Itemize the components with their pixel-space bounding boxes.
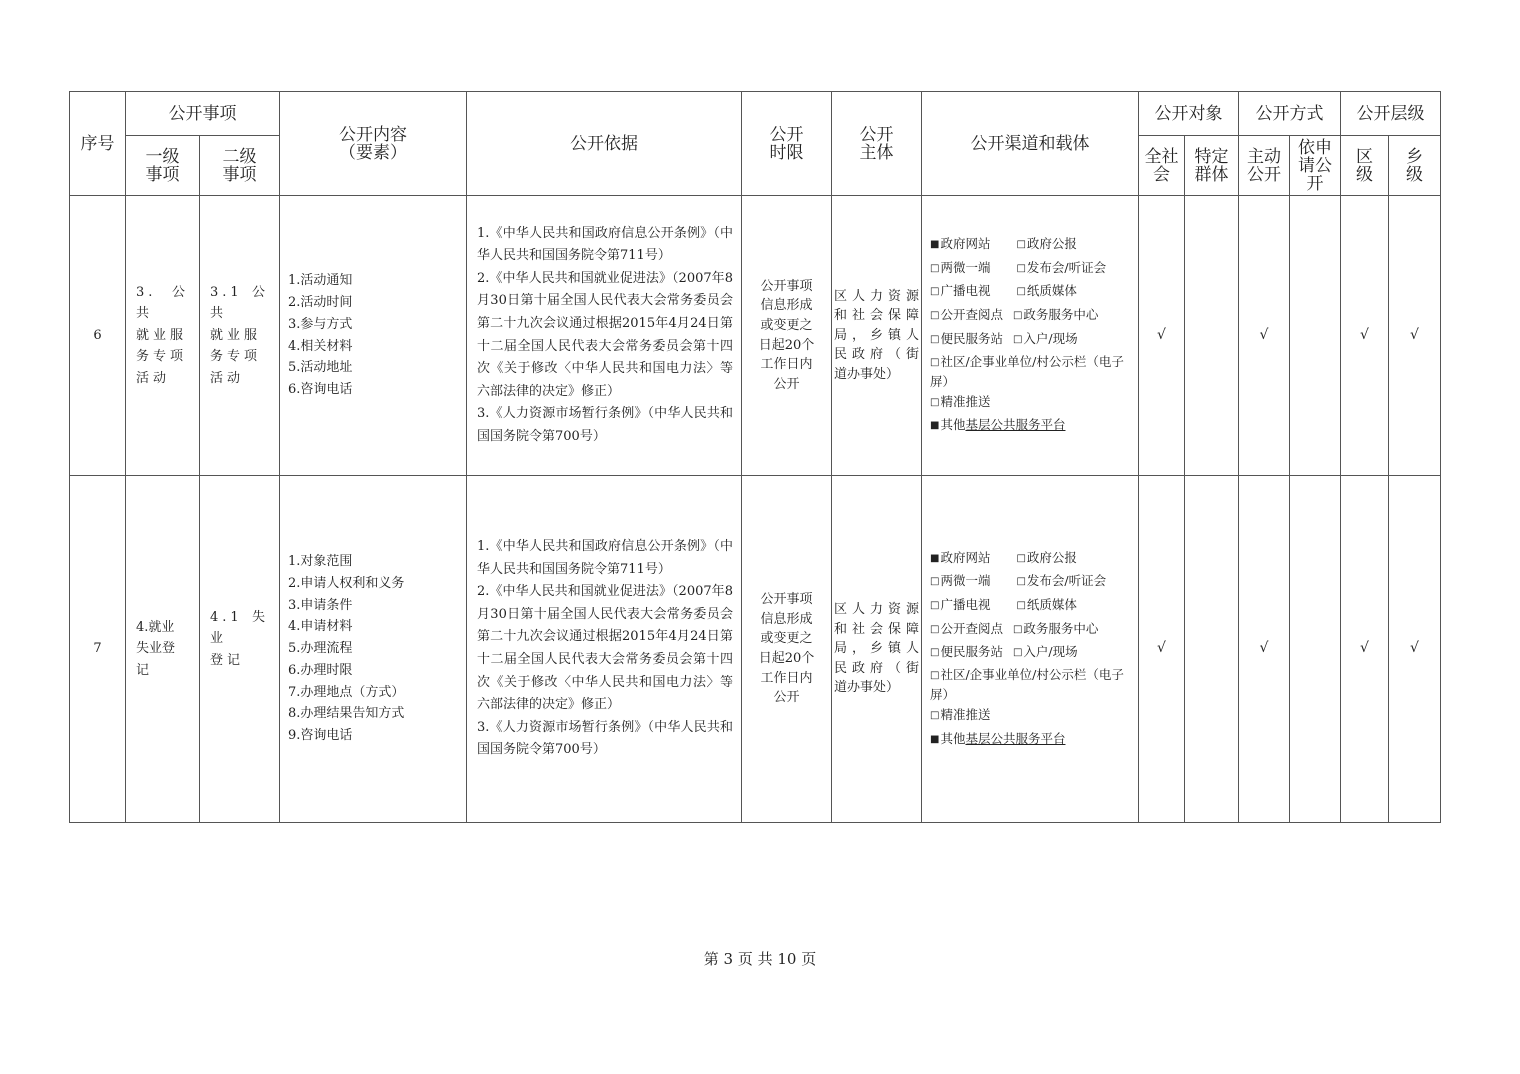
other-platform-link: 基层公共服务平台	[965, 730, 1066, 746]
row-channels: ■政府网站 □政府公报 □两微一端 □发布会/听证会 □广播电视 □纸质媒体 □公开查阅点 □政务服务中心 □便民服务站 □入户/现场 □社区/企事业单位/村公示栏（电子屏） □精准推送 ■其他基层公共服务平台	[922, 476, 1139, 823]
row-level2-item: 4.1失业 登记	[200, 476, 280, 823]
check-target-all: √	[1139, 196, 1185, 476]
row-level1-item: 4.就业 失业登 记	[126, 476, 200, 823]
row-seq: 7	[70, 476, 126, 823]
check-target-specific	[1185, 196, 1239, 476]
header-channel: 公开渠道和载体	[922, 92, 1139, 196]
row-content: 1.对象范围 2.申请人权利和义务 3.申请条件 4.申请材料 5.办理流程 6.办理时限 7.办理地点（方式） 8.办理结果告知方式 9.咨询电话	[280, 476, 467, 823]
header-method: 公开方式	[1239, 92, 1341, 136]
header-public-item: 公开事项	[126, 92, 280, 136]
check-target-specific	[1185, 476, 1239, 823]
header-basis: 公开依据	[467, 92, 742, 196]
row-seq: 6	[70, 196, 126, 476]
header-level-district: 区 级	[1341, 136, 1389, 196]
table-row	[70, 196, 1441, 476]
check-method-active: √	[1239, 196, 1290, 476]
check-method-apply	[1290, 196, 1341, 476]
header-seq: 序号	[70, 92, 126, 196]
check-level-district: √	[1341, 476, 1389, 823]
check-level-township: √	[1389, 476, 1441, 823]
row-basis: 1.《中华人民共和国政府信息公开条例》（中华人民共和国国务院令第711号） 2.《中华人民共和国就业促进法》（2007年8月30日第十届全国人民代表大会常务委员会第二十九次会议通过根据2015年4月24日第十二届全国人民代表大会常务委员会第十四次《关于修改〈中华人民共和国电力法〉等六部法律的决定》修正） 3.《人力资源市场暂行条例》（中华人民共和国国务院令第700号）	[467, 196, 742, 476]
header-level: 公开层级	[1341, 92, 1441, 136]
check-method-active: √	[1239, 476, 1290, 823]
header-level-township: 乡 级	[1389, 136, 1441, 196]
row-level2-item: 3.1公共 就业服 务专项 活动	[200, 196, 280, 476]
row-content: 1.活动通知 2.活动时间 3.参与方式 4.相关材料 5.活动地址 6.咨询电话	[280, 196, 467, 476]
disclosure-table	[69, 91, 1441, 823]
header-method-apply: 依申 请公 开	[1290, 136, 1341, 196]
row-subject: 区人力资源 和社会保障 局，乡镇人 民政府（街 道办事处）	[832, 196, 922, 476]
empty-box-icon: □	[1016, 239, 1026, 251]
row-subject: 区人力资源 和社会保障 局，乡镇人 民政府（街 道办事处）	[832, 476, 922, 823]
check-level-district: √	[1341, 196, 1389, 476]
row-time-limit: 公开事项 信息形成 或变更之 日起20个 工作日内 公开	[742, 476, 832, 823]
header-target-specific: 特定 群体	[1185, 136, 1239, 196]
header-time-limit: 公开 时限	[742, 92, 832, 196]
row-channels: ■政府网站 □政府公报 □两微一端 □发布会/听证会 □广播电视 □纸质媒体 □公开查阅点 □政务服务中心 □便民服务站 □入户/现场 □社区/企事业单位/村公示栏（电子屏） □精准推送 ■其他基层公共服务平台	[922, 196, 1139, 476]
header-content: 公开内容 （要素）	[280, 92, 467, 196]
row-basis: 1.《中华人民共和国政府信息公开条例》（中华人民共和国国务院令第711号） 2.《中华人民共和国就业促进法》（2007年8月30日第十届全国人民代表大会常务委员会第二十九次会议通过根据2015年4月24日第十二届全国人民代表大会常务委员会第十四次《关于修改〈中华人民共和国电力法〉等六部法律的决定》修正） 3.《人力资源市场暂行条例》（中华人民共和国国务院令第700号）	[467, 476, 742, 823]
header-target: 公开对象	[1139, 92, 1239, 136]
header-subject: 公开 主体	[832, 92, 922, 196]
other-platform-link: 基层公共服务平台	[965, 417, 1066, 433]
table-row	[70, 476, 1441, 823]
page-number: 第 3 页 共 10 页	[703, 950, 817, 968]
header-level2: 二级 事项	[200, 136, 280, 196]
row-time-limit: 公开事项 信息形成 或变更之 日起20个 工作日内 公开	[742, 196, 832, 476]
row-level1-item: 3.公共 就业服 务专项 活动	[126, 196, 200, 476]
check-target-all: √	[1139, 476, 1185, 823]
header-method-active: 主动 公开	[1239, 136, 1290, 196]
check-level-township: √	[1389, 196, 1441, 476]
check-method-apply	[1290, 476, 1341, 823]
header-target-all: 全社 会	[1139, 136, 1185, 196]
checked-box-icon: ■	[930, 239, 940, 251]
header-level1: 一级 事项	[126, 136, 200, 196]
